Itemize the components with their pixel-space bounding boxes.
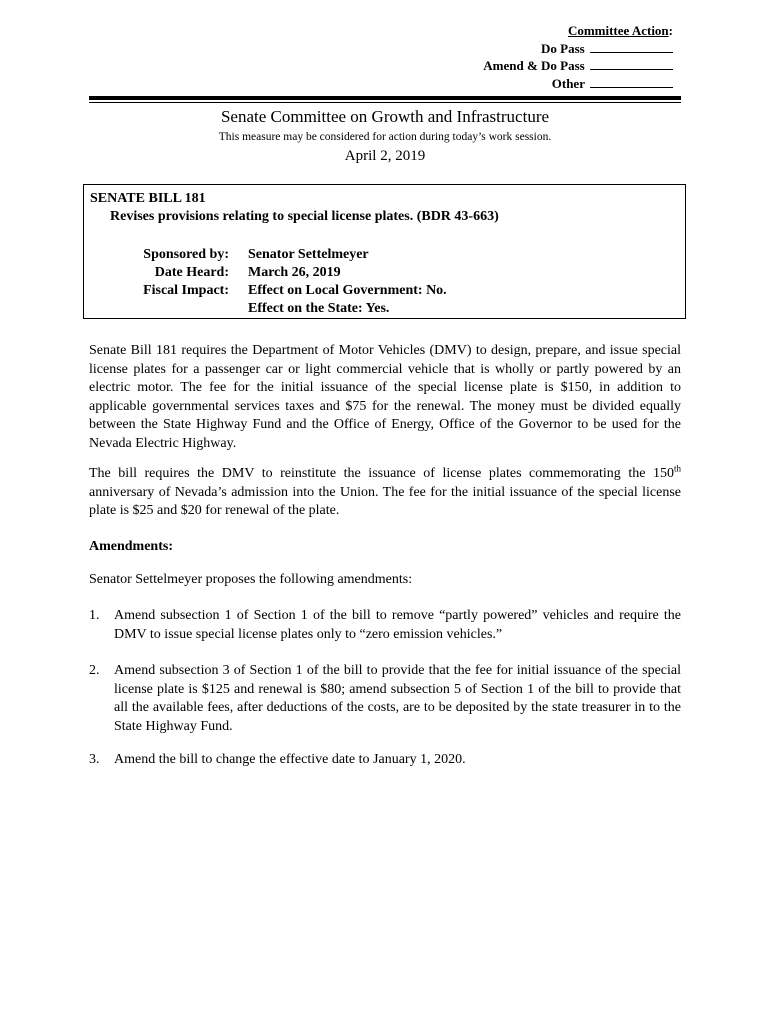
sponsor-value: Senator Settelmeyer xyxy=(248,247,369,262)
fiscal-impact-label: Fiscal Impact: xyxy=(143,283,229,298)
fiscal-local-value: Effect on Local Government: No. xyxy=(248,283,447,298)
header-rule-thick xyxy=(89,96,681,100)
sponsored-by-label: Sponsored by: xyxy=(143,247,229,262)
paragraph-commemorative-plates: The bill requires the DMV to reinstitute the issuance of license plates commemorating the 150th anniversary of Nevada’s admission into the Union. The fee for the initial issuance of the special license plate is $25 and $20 for renewal of the plate. xyxy=(89,463,681,518)
fiscal-state-value: Effect on the State: Yes. xyxy=(248,301,390,316)
option-do-pass: Do Pass xyxy=(483,40,673,58)
option-amend-do-pass: Amend & Do Pass xyxy=(483,57,673,75)
option-other: Other xyxy=(483,75,673,93)
bill-summary: Revises provisions relating to special license plates. (BDR 43-663) xyxy=(110,209,499,224)
committee-action-block xyxy=(483,22,673,92)
bill-info-box xyxy=(83,184,686,319)
bill-info-values xyxy=(248,246,447,318)
date-heard-label: Date Heard: xyxy=(154,265,229,280)
header-rule-thin xyxy=(89,102,681,103)
amend-do-pass-blank xyxy=(590,59,673,70)
amendments-intro: Senator Settelmeyer proposes the following amendments: xyxy=(89,572,413,587)
committee-name: Senate Committee on Growth and Infrastructure xyxy=(220,107,550,126)
work-session-note: This measure may be considered for action during today’s work session. xyxy=(218,131,552,143)
committee-action-title: Committee Action xyxy=(567,23,669,38)
meeting-date: April 2, 2019 xyxy=(344,148,426,164)
date-heard-value: March 26, 2019 xyxy=(248,265,341,280)
bill-number: SENATE BILL 181 xyxy=(90,191,206,206)
paragraph-bill-description: Senate Bill 181 requires the Department of Motor Vehicles (DMV) to design, prepare, and issue special license plates for a passenger car or light commercial vehicle that is wholly or partly powered by an electric motor. The fee for the initial issuance of the special license plate is $150, in addition to applicable governmental services taxes and $75 for the renewal. The money must be divided equally between the State Highway Fund and the Office of Energy, Office of the Governor to be used for the Nevada Electric Highway. xyxy=(89,343,681,451)
other-blank xyxy=(590,77,673,88)
committee-action-colon: : xyxy=(668,23,673,38)
amendments-heading: Amendments: xyxy=(89,539,173,554)
do-pass-blank xyxy=(590,42,673,53)
bill-info-labels xyxy=(84,246,229,300)
